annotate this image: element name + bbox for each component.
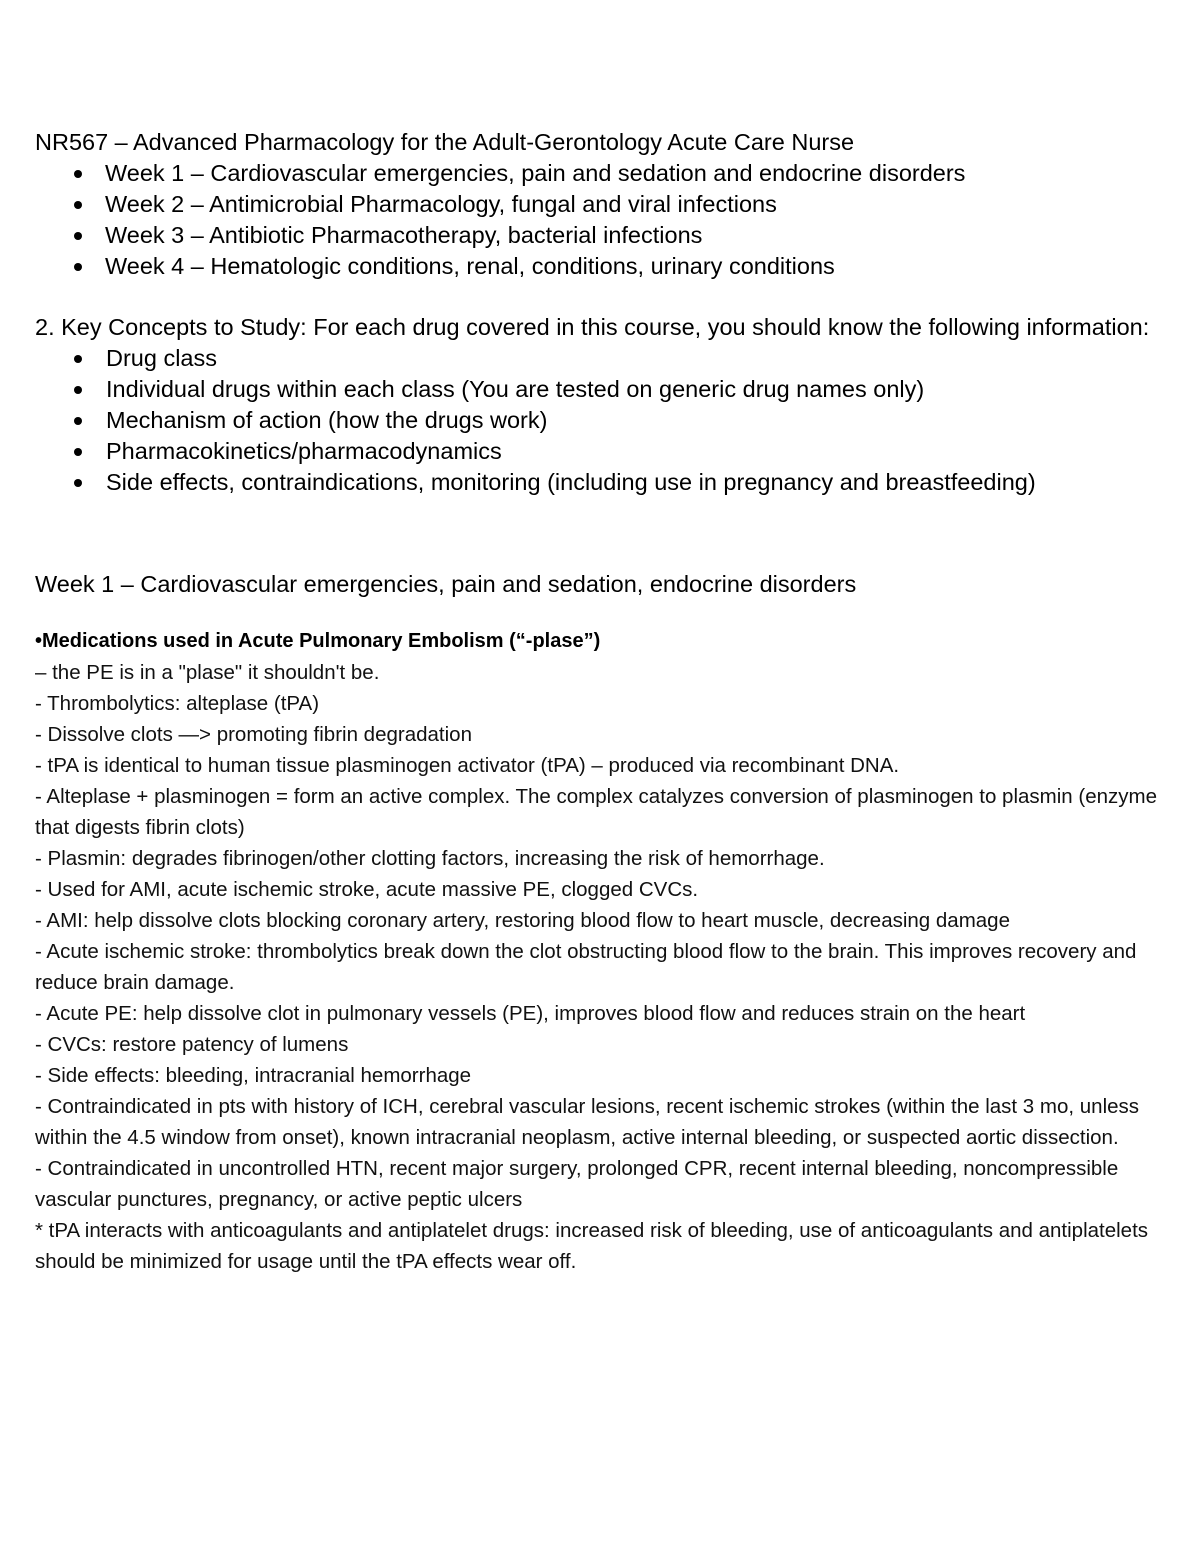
note-line: - Alteplase + plasminogen = form an active complex. The complex catalyzes conversion of plasminogen to plasmin (enzyme that digests fibrin clots) (35, 785, 1157, 839)
note-line: - tPA is identical to human tissue plasminogen activator (tPA) – produced via recombinant DNA. (35, 754, 900, 777)
list-item: Week 3 – Antibiotic Pharmacotherapy, bacterial infections (35, 220, 1195, 251)
list-item: Side effects, contraindications, monitoring (including use in pregnancy and breastfeeding) (35, 467, 1195, 498)
key-concepts-intro: 2. Key Concepts to Study: For each drug covered in this course, you should know the following information: (35, 314, 1150, 340)
note-line: - Contraindicated in uncontrolled HTN, recent major surgery, prolonged CPR, recent internal bleeding, noncompressible vascular punctures, pregnancy, or active peptic ulcers (35, 1157, 1119, 1211)
course-title: NR567 – Advanced Pharmacology for the Adult-Gerontology Acute Care Nurse (35, 129, 855, 155)
bullet-icon (74, 263, 82, 271)
bullet-icon (74, 479, 82, 487)
bullet-icon (74, 170, 82, 178)
note-line: - Used for AMI, acute ischemic stroke, acute massive PE, clogged CVCs. (35, 878, 699, 901)
note-line: - Thrombolytics: alteplase (tPA) (35, 692, 320, 715)
bullet-icon (74, 232, 82, 240)
list-item: Individual drugs within each class (You are tested on generic drug names only) (35, 374, 1195, 405)
section-heading: •Medications used in Acute Pulmonary Embolism (“-plase”) (35, 630, 601, 652)
list-item: Pharmacokinetics/pharmacodynamics (35, 436, 1195, 467)
bullet-icon (74, 417, 82, 425)
bullet-icon (74, 355, 82, 363)
note-line: - Dissolve clots —> promoting fibrin degradation (35, 723, 472, 746)
list-item: Drug class (35, 343, 1195, 374)
note-line: - CVCs: restore patency of lumens (35, 1033, 349, 1056)
note-line: * tPA interacts with anticoagulants and antiplatelet drugs: increased risk of bleeding, use of anticoagulants and antiplatelets should be minimized for usage until the tPA effects wear off. (35, 1219, 1149, 1273)
bullet-icon (74, 448, 82, 456)
note-line: - Acute PE: help dissolve clot in pulmonary vessels (PE), improves blood flow and reduces strain on the heart (35, 1002, 1026, 1025)
bullet-icon (74, 386, 82, 394)
note-line: - AMI: help dissolve clots blocking coronary artery, restoring blood flow to heart muscle, decreasing damage (35, 909, 1010, 932)
note-line: - Plasmin: degrades fibrinogen/other clotting factors, increasing the risk of hemorrhage. (35, 847, 825, 870)
note-line: – the PE is in a "plase" it shouldn't be. (35, 661, 380, 684)
note-line: - Contraindicated in pts with history of ICH, cerebral vascular lesions, recent ischemic strokes (within the last 3 mo, unless within the 4.5 window from onset), known intracranial neoplasm, active internal bleeding, or suspected aortic dissection. (35, 1095, 1140, 1149)
list-item: Week 2 – Antimicrobial Pharmacology, fungal and viral infections (35, 189, 1195, 220)
week1-heading: Week 1 – Cardiovascular emergencies, pain and sedation, endocrine disorders (35, 571, 857, 597)
note-line: - Acute ischemic stroke: thrombolytics break down the clot obstructing blood flow to the brain. This improves recovery and reduce brain damage. (35, 940, 1137, 994)
week-list (35, 158, 1195, 282)
list-item: Week 4 – Hematologic conditions, renal, conditions, urinary conditions (35, 251, 1195, 282)
document-page (35, 127, 1195, 1277)
list-item: Week 1 – Cardiovascular emergencies, pain and sedation and endocrine disorders (35, 158, 1195, 189)
week1-notes (35, 657, 1195, 1277)
key-concepts-list (35, 343, 1195, 498)
note-line: - Side effects: bleeding, intracranial hemorrhage (35, 1064, 472, 1087)
bullet-icon (74, 201, 82, 209)
list-item: Mechanism of action (how the drugs work) (35, 405, 1195, 436)
